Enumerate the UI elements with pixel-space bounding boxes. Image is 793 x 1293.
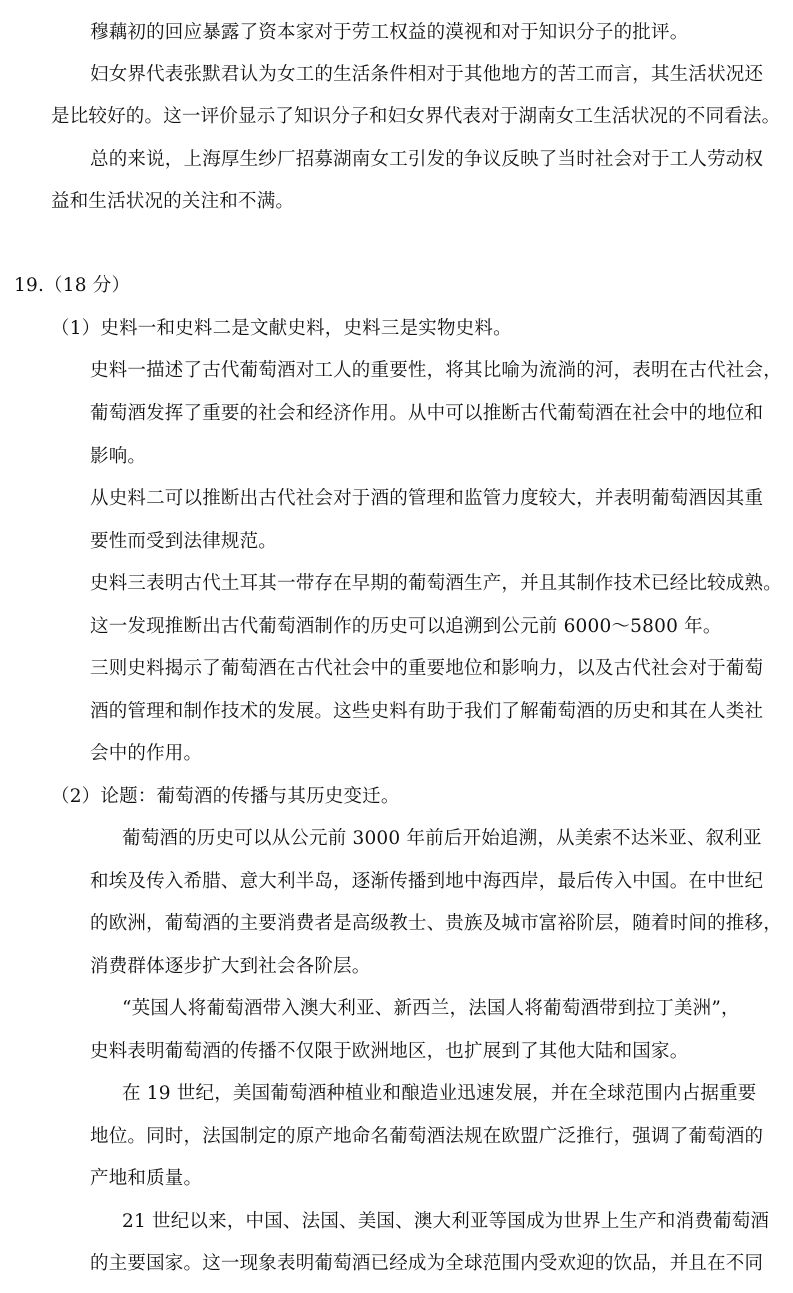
text-line: （2）论题：葡萄酒的传播与其历史变迁。 xyxy=(51,786,400,807)
text-line: 影响。 xyxy=(90,446,147,467)
text-line: 地位。同时，法国制定的原产地命名葡萄酒法规在欧盟广泛推行，强调了葡萄酒的 xyxy=(90,1126,764,1147)
text-line: 酒的管理和制作技术的发展。这些史料有助于我们了解葡萄酒的历史和其在人类社 xyxy=(90,701,764,722)
text-line: “英国人将葡萄酒带入澳大利亚、新西兰，法国人将葡萄酒带到拉丁美洲”， xyxy=(122,998,740,1019)
text-line: 穆藕初的回应暴露了资本家对于劳工权益的漠视和对于知识分子的批评。 xyxy=(90,22,689,43)
text-line: 史料表明葡萄酒的传播不仅限于欧洲地区，也扩展到了其他大陆和国家。 xyxy=(90,1041,689,1062)
text-line: 在 19 世纪，美国葡萄酒种植业和酿造业迅速发展，并在全球范围内占据重要 xyxy=(122,1083,757,1104)
text-line: 要性而受到法律规范。 xyxy=(90,531,278,552)
text-line: 会中的作用。 xyxy=(90,743,203,764)
question-number: 19.（18 分） xyxy=(14,275,131,296)
text-line: 的主要国家。这一现象表明葡萄酒已经成为全球范围内受欢迎的饮品，并且在不同 xyxy=(90,1253,764,1274)
text-line: 史料三表明古代土耳其一带存在早期的葡萄酒生产，并且其制作技术已经比较成熟。 xyxy=(90,573,782,594)
text-line: 是比较好的。这一评价显示了知识分子和妇女界代表对于湖南女工生活状况的不同看法。 xyxy=(51,106,781,127)
text-line: 葡萄酒发挥了重要的社会和经济作用。从中可以推断古代葡萄酒在社会中的地位和 xyxy=(90,403,764,424)
text-line: 这一发现推断出古代葡萄酒制作的历史可以追溯到公元前 6000～5800 年。 xyxy=(90,616,722,637)
text-line: 三则史料揭示了葡萄酒在古代社会中的重要地位和影响力，以及古代社会对于葡萄 xyxy=(90,658,764,679)
text-line: （1）史料一和史料二是文献史料，史料三是实物史料。 xyxy=(51,318,512,339)
text-line: 和埃及传入希腊、意大利半岛，逐渐传播到地中海西岸，最后传入中国。在中世纪 xyxy=(90,871,764,892)
text-line: 史料一描述了古代葡萄酒对工人的重要性，将其比喻为流淌的河，表明在古代社会， xyxy=(90,360,782,381)
text-line: 从史料二可以推断出古代社会对于酒的管理和监管力度较大，并表明葡萄酒因其重 xyxy=(90,488,764,509)
text-line: 产地和质量。 xyxy=(90,1168,203,1189)
text-line: 益和生活状况的关注和不满。 xyxy=(51,191,295,212)
text-line: 21 世纪以来，中国、法国、美国、澳大利亚等国成为世界上生产和消费葡萄酒 xyxy=(122,1211,770,1232)
text-line: 葡萄酒的历史可以从公元前 3000 年前后开始追溯，从美索不达米亚、叙利亚 xyxy=(122,828,762,849)
text-line: 妇女界代表张默君认为女工的生活条件相对于其他地方的苦工而言，其生活状况还 xyxy=(90,64,764,85)
text-line: 总的来说，上海厚生纱厂招募湖南女工引发的争议反映了当时社会对于工人劳动权 xyxy=(90,149,764,170)
text-line: 的欧洲，葡萄酒的主要消费者是高级教士、贵族及城市富裕阶层，随着时间的推移， xyxy=(90,913,782,934)
text-line: 消费群体逐步扩大到社会各阶层。 xyxy=(90,956,371,977)
